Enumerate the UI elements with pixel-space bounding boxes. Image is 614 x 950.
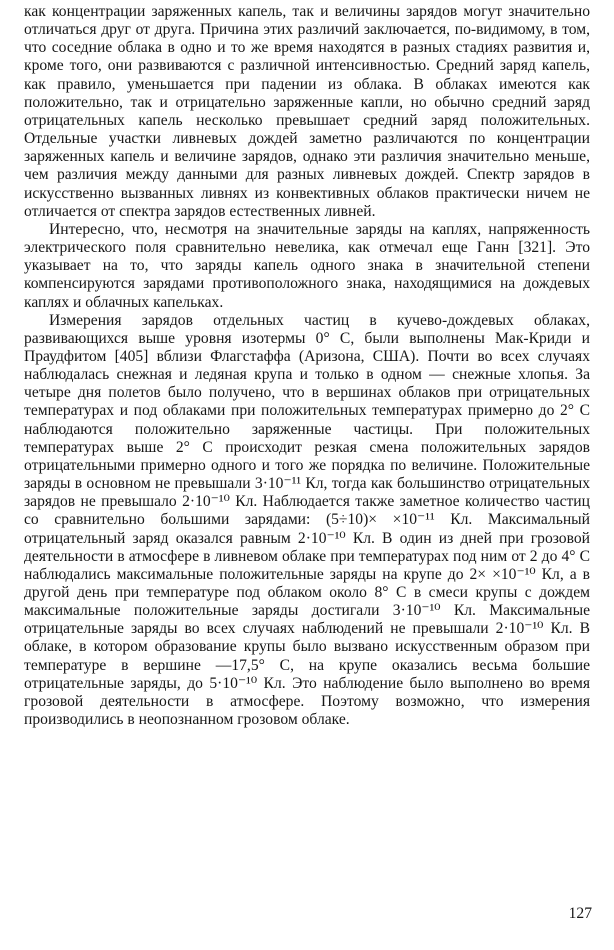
page-number: 127 xyxy=(568,905,592,922)
paragraph-3: Измерения зарядов отдельных частиц в кучево-дождевых облаках, развивающихся выше уровня изотермы 0° С, были выполнены Мак-Криди и Праудфитом [405] вблизи Флагстаффа (Аризона, США). Почти во всех случаях наблюдалась снежная и ледяная крупа и только в одном — снежные хлопья. За четыре дня полетов было получено, что в вершинах облаков при отрицательных температурах и под облаками при положительных температурах примерно до 2° С наблюдаются положительно заряженные частицы. При положительных температурах выше 2° С происходит резкая смена положительных зарядов отрицательными примерно одного и того же порядка по величине. Положительные заряды в основном не превышали 3·10⁻¹¹ Кл, тогда как большинство отрицательных зарядов не превышало 2·10⁻¹⁰ Кл. Наблюдается также заметное количество частиц со сравнительно большими зарядами: (5÷10)× ×10⁻¹¹ Кл. Максимальный отрицательный заряд оказался равным 2·10⁻¹⁰ Кл. В один из дней при грозовой деятельности в атмосфере в ливневом облаке при температурах под ним от 2 до 4° С наблюдались максимальные положительные заряды на крупе до 2× ×10⁻¹⁰ Кл, а в другой день при температуре под облаком около 8° С в смеси крупы с дождем максимальные положительные заряды достигали 3·10⁻¹⁰ Кл. Максимальные отрицательные заряды во всех случаях наблюдений не превышали 2·10⁻¹⁰ Кл. В облаке, в котором образование крупы было вызвано искусственным образом при температуре в вершине —17,5° С, на крупе оказались весьма большие отрицательные заряды, до 5·10⁻¹⁰ Кл. Это наблюдение было выполнено во время грозовой деятельности в атмосфере. Поэтому возможно, что измерения производились в неопознанном грозовом облаке. xyxy=(24,311,590,729)
paragraph-2: Интересно, что, несмотря на значительные заряды на каплях, напряженность электрического поля сравнительно невелика, как отмечал еще Ганн [321]. Это указывает на то, что заряды капель одного знака в значительной степени компенсируются зарядами противоположного знака, находящимися на дождевых каплях и облачных капельках. xyxy=(24,220,590,311)
paragraph-1-continuation: как концентрации заряженных капель, так и величины зарядов могут значительно отличаться друг от друга. Причина этих различий заключается, по-видимому, в том, что соседние облака в одно и то же время находятся в разных стадиях развития и, кроме того, они развиваются с различной интенсивностью. Средний заряд капель, как правило, уменьшается при падении из облака. В облаках имеются как положительно, так и отрицательно заряженные капли, но обычно средний заряд отрицательных капель несколько превышает средний заряд положительных. Отдельные участки ливневых дождей заметно различаются по концентрации заряженных капель и величине зарядов, однако эти различия значительно меньше, чем различия между данными для разных ливневых дождей. Спектр зарядов в искусственно вызванных ливнях из конвективных облаков практически ничем не отличается от спектра зарядов естественных ливней. xyxy=(24,3,590,220)
page-text-body xyxy=(24,3,590,729)
